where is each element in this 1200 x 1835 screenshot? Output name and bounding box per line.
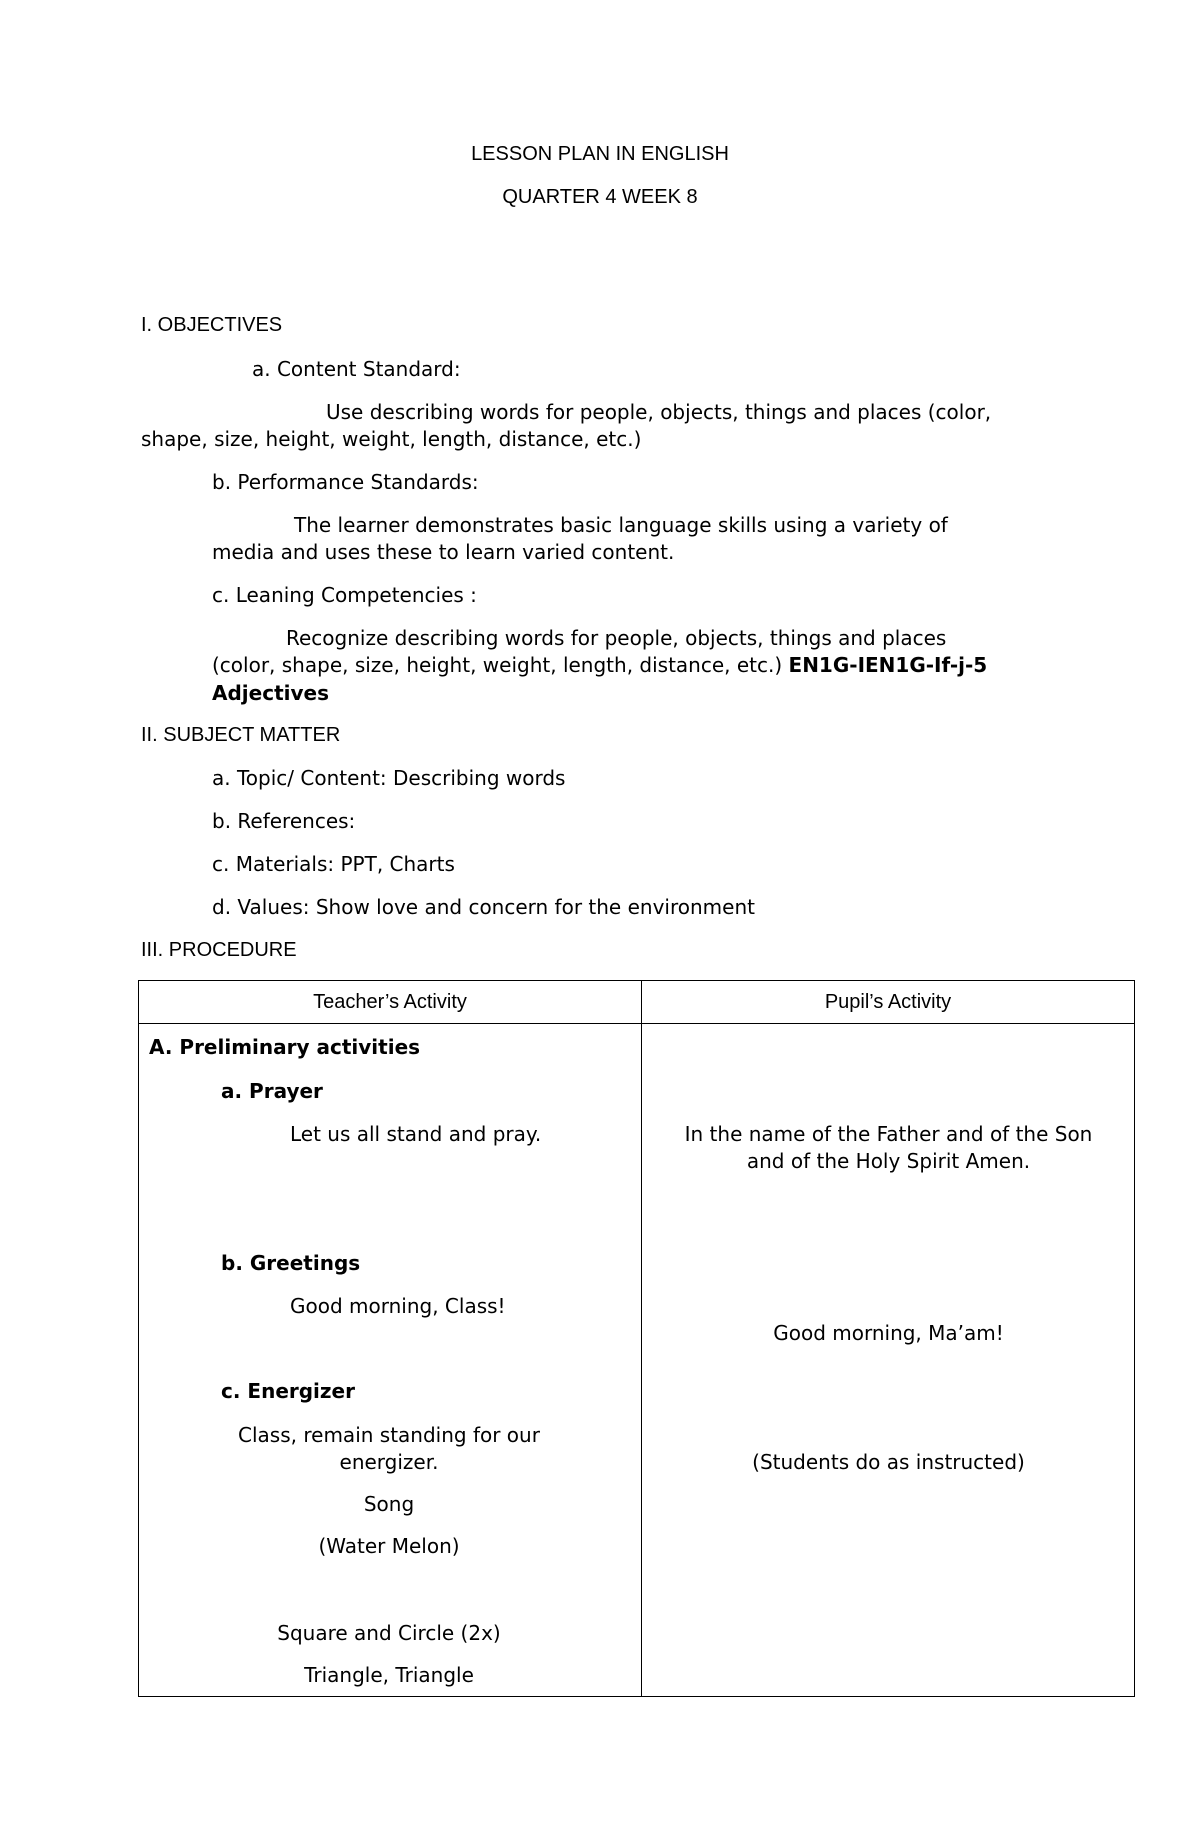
content-standard-label: a. Content Standard: (252, 357, 461, 381)
procedure-heading: III. PROCEDURE (141, 939, 297, 961)
energizer-line-1: Class, remain standing for our (238, 1423, 540, 1447)
pupil-activity-header: Pupil’s Activity (642, 981, 1135, 1024)
pupil-prayer-line-2: and of the Holy Spirit Amen. (746, 1149, 1031, 1173)
learning-competencies-label: c. Leaning Competencies : (212, 583, 477, 607)
song-label: Song (363, 1492, 415, 1516)
subject-references: b. References: (212, 809, 356, 833)
content-standard-line-1: Use describing words for people, objects, things and places (color, (326, 400, 992, 424)
performance-standards-line-1: The learner demonstrates basic language skills using a variety of (294, 513, 948, 537)
teacher-activity-header: Teacher’s Activity (139, 981, 642, 1024)
objectives-heading: I. OBJECTIVES (141, 314, 283, 336)
energizer-line-2: energizer. (339, 1450, 439, 1474)
subject-matter-heading: II. SUBJECT MATTER (141, 724, 341, 746)
learning-competencies-line-1: Recognize describing words for people, objects, things and places (286, 626, 947, 650)
subject-topic: a. Topic/ Content: Describing words (212, 766, 566, 790)
energizer-label: c. Energizer (221, 1379, 355, 1403)
subject-values: d. Values: Show love and concern for the environment (212, 895, 755, 919)
competency-code: EN1G-IEN1G-If-j-5 (788, 653, 988, 677)
song-lyric-2: Triangle, Triangle (304, 1663, 474, 1687)
song-lyric-1: Square and Circle (2x) (277, 1621, 501, 1645)
pupil-greeting: Good morning, Ma’am! (773, 1321, 1004, 1345)
preliminary-activities-heading: A. Preliminary activities (149, 1035, 421, 1059)
greetings-text: Good morning, Class! (290, 1294, 506, 1318)
table-row (139, 1024, 1135, 1697)
performance-standards-line-2: media and uses these to learn varied content. (212, 540, 675, 564)
procedure-table (138, 980, 1135, 1697)
table-header-row (139, 981, 1135, 1024)
performance-standards-label: b. Performance Standards: (212, 470, 479, 494)
learning-competencies-text: (color, shape, size, height, weight, length, distance, etc.) (212, 653, 783, 677)
teacher-activity-cell (139, 1024, 642, 1697)
subject-materials: c. Materials: PPT, Charts (212, 852, 455, 876)
learning-competencies-line-3: Adjectives (212, 681, 329, 705)
document-title: LESSON PLAN IN ENGLISH (471, 143, 729, 165)
greetings-label: b. Greetings (221, 1251, 361, 1275)
song-title: (Water Melon) (318, 1534, 460, 1558)
prayer-label: a. Prayer (221, 1079, 323, 1103)
pupil-prayer-line-1: In the name of the Father and of the Son (684, 1122, 1093, 1146)
prayer-instruction: Let us all stand and pray. (290, 1122, 542, 1146)
content-standard-line-2: shape, size, height, weight, length, distance, etc.) (141, 427, 642, 451)
learning-competencies-line-2 (212, 652, 987, 679)
pupil-activity-cell (642, 1024, 1135, 1697)
pupil-energizer-response: (Students do as instructed) (752, 1450, 1025, 1474)
document-subtitle: QUARTER 4 WEEK 8 (502, 186, 698, 208)
